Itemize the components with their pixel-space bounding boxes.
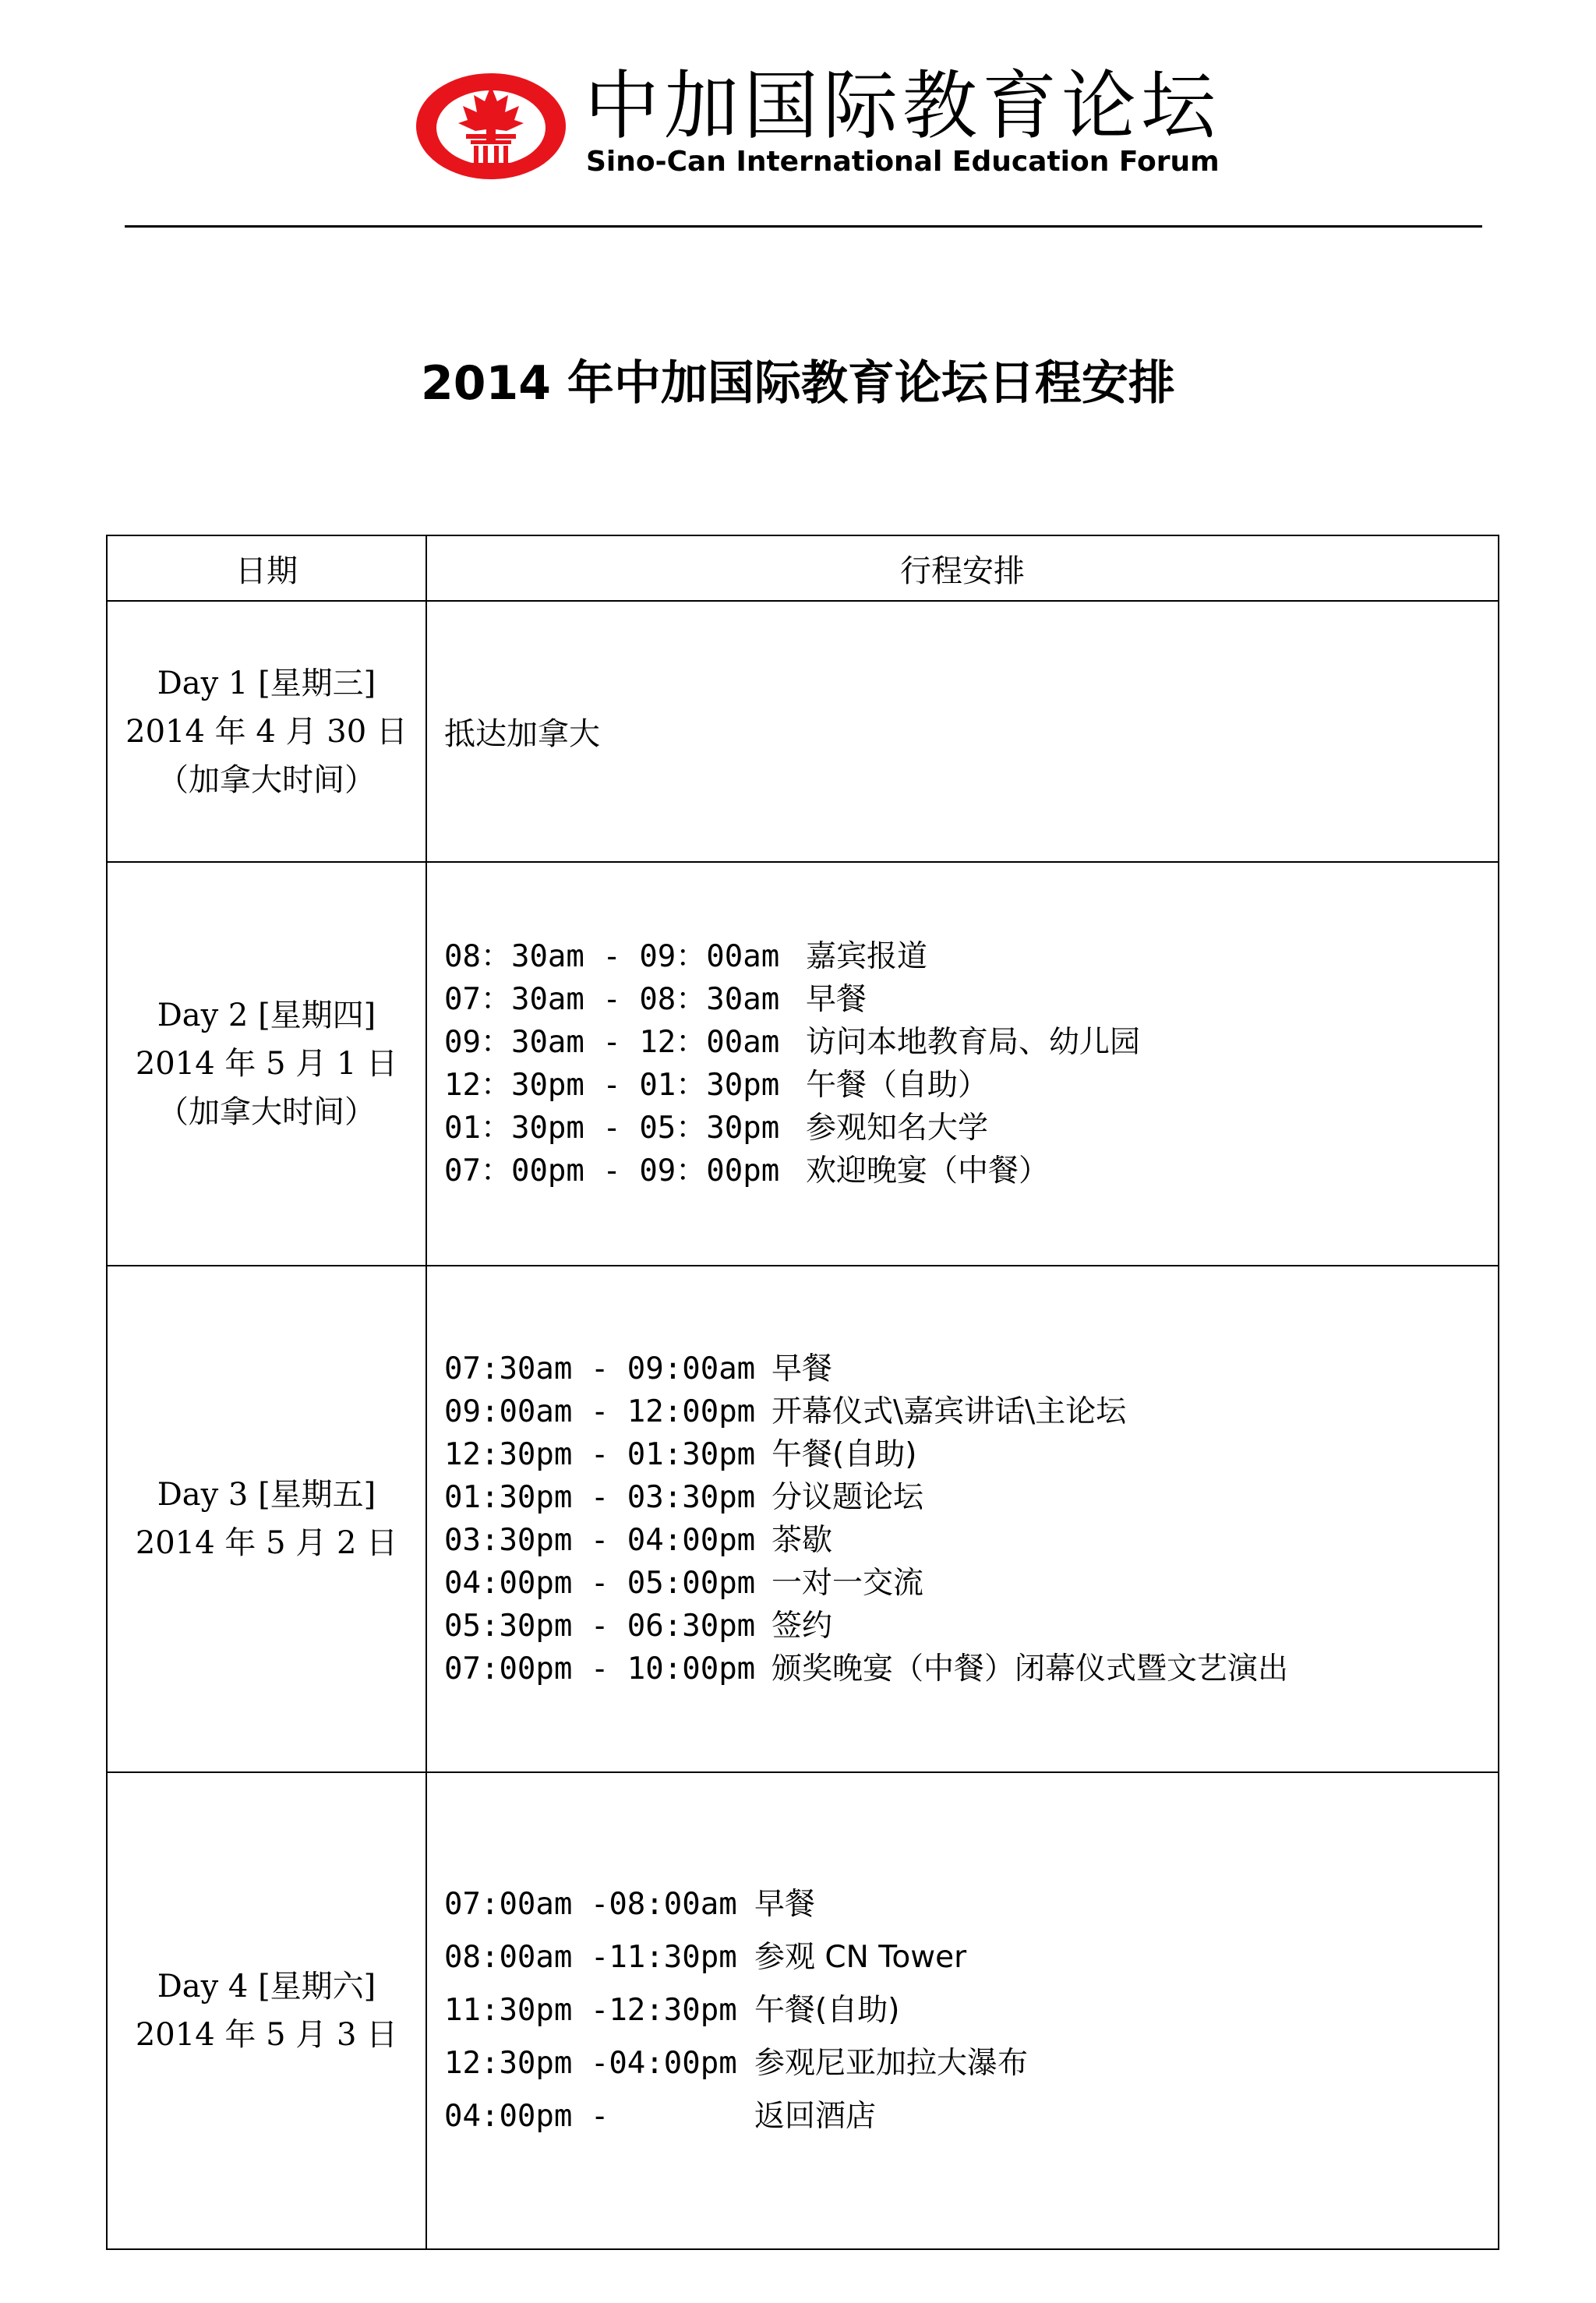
schedule-item — [444, 1390, 1498, 1433]
schedule-item — [444, 1605, 1498, 1648]
schedule-time: 07:00pm - 10:00pm — [444, 1651, 756, 1687]
schedule-activity: 嘉宾报道 — [806, 939, 928, 974]
timezone-note: （加拿大时间） — [157, 1094, 376, 1130]
table-row-day-3 — [107, 1266, 1499, 1772]
schedule-activity: 访问本地教育局、幼儿园 — [806, 1025, 1141, 1060]
schedule-item — [444, 1476, 1498, 1519]
schedule-time: 12:30pm - 01:30pm — [444, 1437, 756, 1472]
schedule-item — [444, 1519, 1498, 1562]
schedule-time: 07:00am -08:00am — [444, 1887, 737, 1922]
table-header-row — [107, 535, 1499, 601]
date-cell — [107, 1772, 426, 2249]
header-divider — [125, 225, 1482, 228]
schedule-item — [444, 1878, 1498, 1931]
schedule-activity: 早餐 — [772, 1351, 833, 1386]
schedule-time: 11:30pm -12:30pm — [444, 1993, 737, 2028]
forum-name-cn: 中加国际教育论坛 — [584, 62, 1220, 150]
timezone-note: （加拿大时间） — [157, 761, 376, 798]
schedule-item — [444, 2090, 1498, 2143]
schedule-time: 04:00pm - — [444, 2099, 609, 2134]
day-label: Day 1 [星期三] — [157, 665, 376, 701]
schedule-activity: 返回酒店 — [754, 2099, 877, 2134]
plan-cell — [426, 862, 1499, 1266]
schedule-table — [106, 535, 1499, 2250]
schedule-time: 12:30pm -04:00pm — [444, 2046, 737, 2081]
schedule-time: 04:00pm - 05:00pm — [444, 1566, 756, 1601]
schedule-time: 01:30pm - 03:30pm — [444, 1480, 756, 1515]
schedule-activity: 分议题论坛 — [772, 1480, 924, 1515]
schedule-time: 12：30pm - 01：30pm — [444, 1068, 780, 1103]
schedule-time: 03:30pm - 04:00pm — [444, 1523, 756, 1558]
plan-cell — [426, 601, 1499, 862]
forum-name-en: Sino-Can International Education Forum — [586, 146, 1220, 178]
schedule-time: 08：30am - 09：00am — [444, 939, 780, 974]
schedule-activity: 午餐（自助） — [806, 1068, 989, 1103]
date-label: 2014 年 5 月 3 日 — [135, 2017, 398, 2053]
document-title: 2014 年中加国际教育论坛日程安排 — [421, 356, 1175, 411]
schedule-time: 07:30am - 09:00am — [444, 1351, 756, 1386]
date-cell — [107, 601, 426, 862]
column-header-date: 日期 — [107, 535, 426, 601]
schedule-time: 09：30am - 12：00am — [444, 1025, 780, 1060]
date-label: 2014 年 5 月 1 日 — [135, 1046, 398, 1082]
maple-leaf-emblem-icon — [415, 72, 567, 181]
schedule-activity: 午餐(自助) — [754, 1993, 900, 2028]
schedule-item — [444, 1931, 1498, 1984]
schedule-item — [444, 978, 1498, 1021]
schedule-item — [444, 1984, 1498, 2037]
schedule-activity: 颁奖晚宴（中餐）闭幕仪式暨文艺演出 — [772, 1651, 1289, 1687]
schedule-activity: 参观 CN Tower — [754, 1940, 967, 1975]
schedule-item — [444, 2037, 1498, 2090]
schedule-activity: 早餐 — [806, 982, 867, 1017]
column-header-plan: 行程安排 — [426, 535, 1499, 601]
date-label: 2014 年 4 月 30 日 — [125, 713, 408, 750]
schedule-activity: 早餐 — [754, 1887, 816, 1922]
table-row-day-4 — [107, 1772, 1499, 2249]
day-label: Day 2 [星期四] — [157, 998, 376, 1033]
schedule-item — [444, 1433, 1498, 1476]
schedule-activity: 开幕仪式\嘉宾讲话\主论坛 — [772, 1394, 1127, 1429]
schedule-item — [444, 1562, 1498, 1605]
schedule-activity: 一对一交流 — [772, 1566, 924, 1601]
schedule-activity: 欢迎晚宴（中餐） — [806, 1153, 1050, 1189]
day-label: Day 4 [星期六] — [157, 1969, 376, 2005]
forum-logo — [415, 62, 1220, 189]
plan-cell — [426, 1772, 1499, 2249]
schedule-item — [444, 1648, 1498, 1690]
schedule-activity: 参观尼亚加拉大瀑布 — [754, 2046, 1029, 2081]
plan-cell — [426, 1266, 1499, 1772]
schedule-time: 01：30pm - 05：30pm — [444, 1111, 780, 1146]
schedule-item — [444, 1150, 1498, 1192]
schedule-activity: 午餐(自助) — [772, 1437, 917, 1472]
schedule-item — [444, 1021, 1498, 1064]
date-cell — [107, 1266, 426, 1772]
schedule-item — [444, 935, 1498, 978]
table-row-day-1 — [107, 601, 1499, 862]
schedule-time: 07：00pm - 09：00pm — [444, 1153, 780, 1189]
schedule-activity: 参观知名大学 — [806, 1111, 989, 1146]
table-row-day-2 — [107, 862, 1499, 1266]
schedule-activity: 茶歇 — [772, 1523, 833, 1558]
date-label: 2014 年 5 月 2 日 — [135, 1525, 398, 1561]
schedule-time: 08:00am -11:30pm — [444, 1940, 737, 1975]
schedule-activity: 签约 — [772, 1609, 833, 1644]
schedule-activity: 抵达加拿大 — [444, 716, 600, 752]
schedule-time: 09:00am - 12:00pm — [444, 1394, 756, 1429]
schedule-item — [444, 1064, 1498, 1107]
date-cell — [107, 862, 426, 1266]
schedule-time: 07：30am - 08：30am — [444, 982, 780, 1017]
schedule-item — [444, 1107, 1498, 1150]
day-label: Day 3 [星期五] — [157, 1477, 376, 1513]
schedule-time: 05:30pm - 06:30pm — [444, 1609, 756, 1644]
schedule-item — [444, 1348, 1498, 1390]
